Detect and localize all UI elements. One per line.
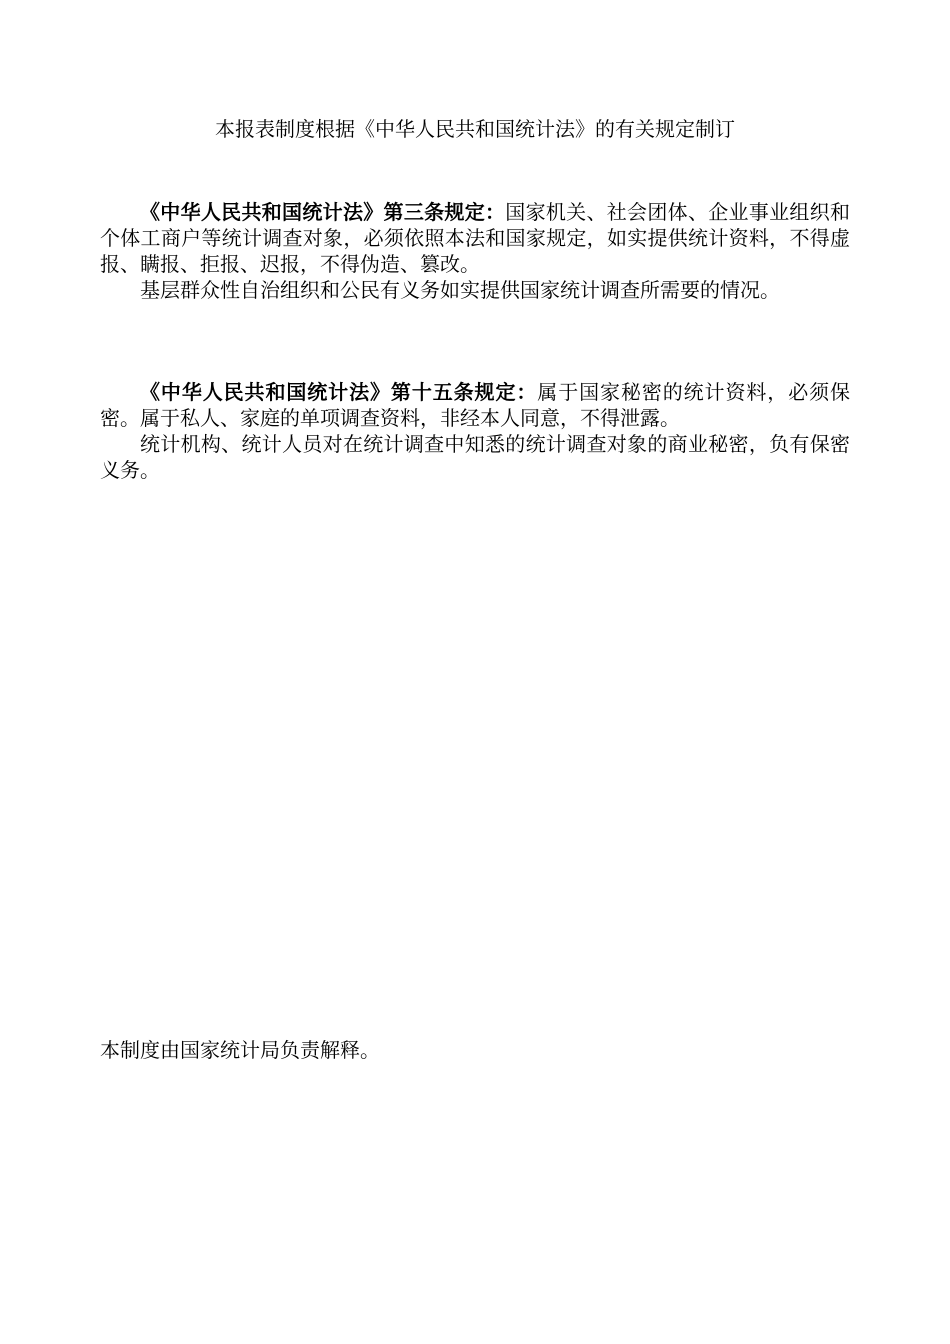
footer-statement: 本制度由国家统计局负责解释。: [100, 1038, 380, 1062]
article-3-heading: 《中华人民共和国统计法》第三条规定：: [140, 200, 506, 224]
article-15-section: [100, 379, 850, 483]
article-15-paragraph-1: [100, 379, 850, 431]
article-3-paragraph-2: 基层群众性自治组织和公民有义务如实提供国家统计调查所需要的情况。: [140, 278, 780, 302]
article-15-paragraph-2: 统计机构、统计人员对在统计调查中知悉的统计调查对象的商业秘密，负有保密义务。: [100, 432, 850, 482]
article-3-text-1: 国家机关、社会团体、企业事业组织和个体工商户等统计调查对象，必须依照本法和国家规定，如实提供统计资料，不得虚报、瞒报、拒报、迟报，不得伪造、篡改。: [100, 200, 851, 276]
header-statement: 本报表制度根据《中华人民共和国统计法》的有关规定制订: [215, 117, 735, 141]
article-3-paragraph-1: [100, 199, 850, 277]
article-15-heading: 《中华人民共和国统计法》第十五条规定：: [140, 380, 538, 404]
article-3-section: [100, 199, 850, 303]
article-15-text-1: 属于国家秘密的统计资料，必须保密。属于私人、家庭的单项调查资料，非经本人同意，不得泄露。: [100, 380, 851, 430]
